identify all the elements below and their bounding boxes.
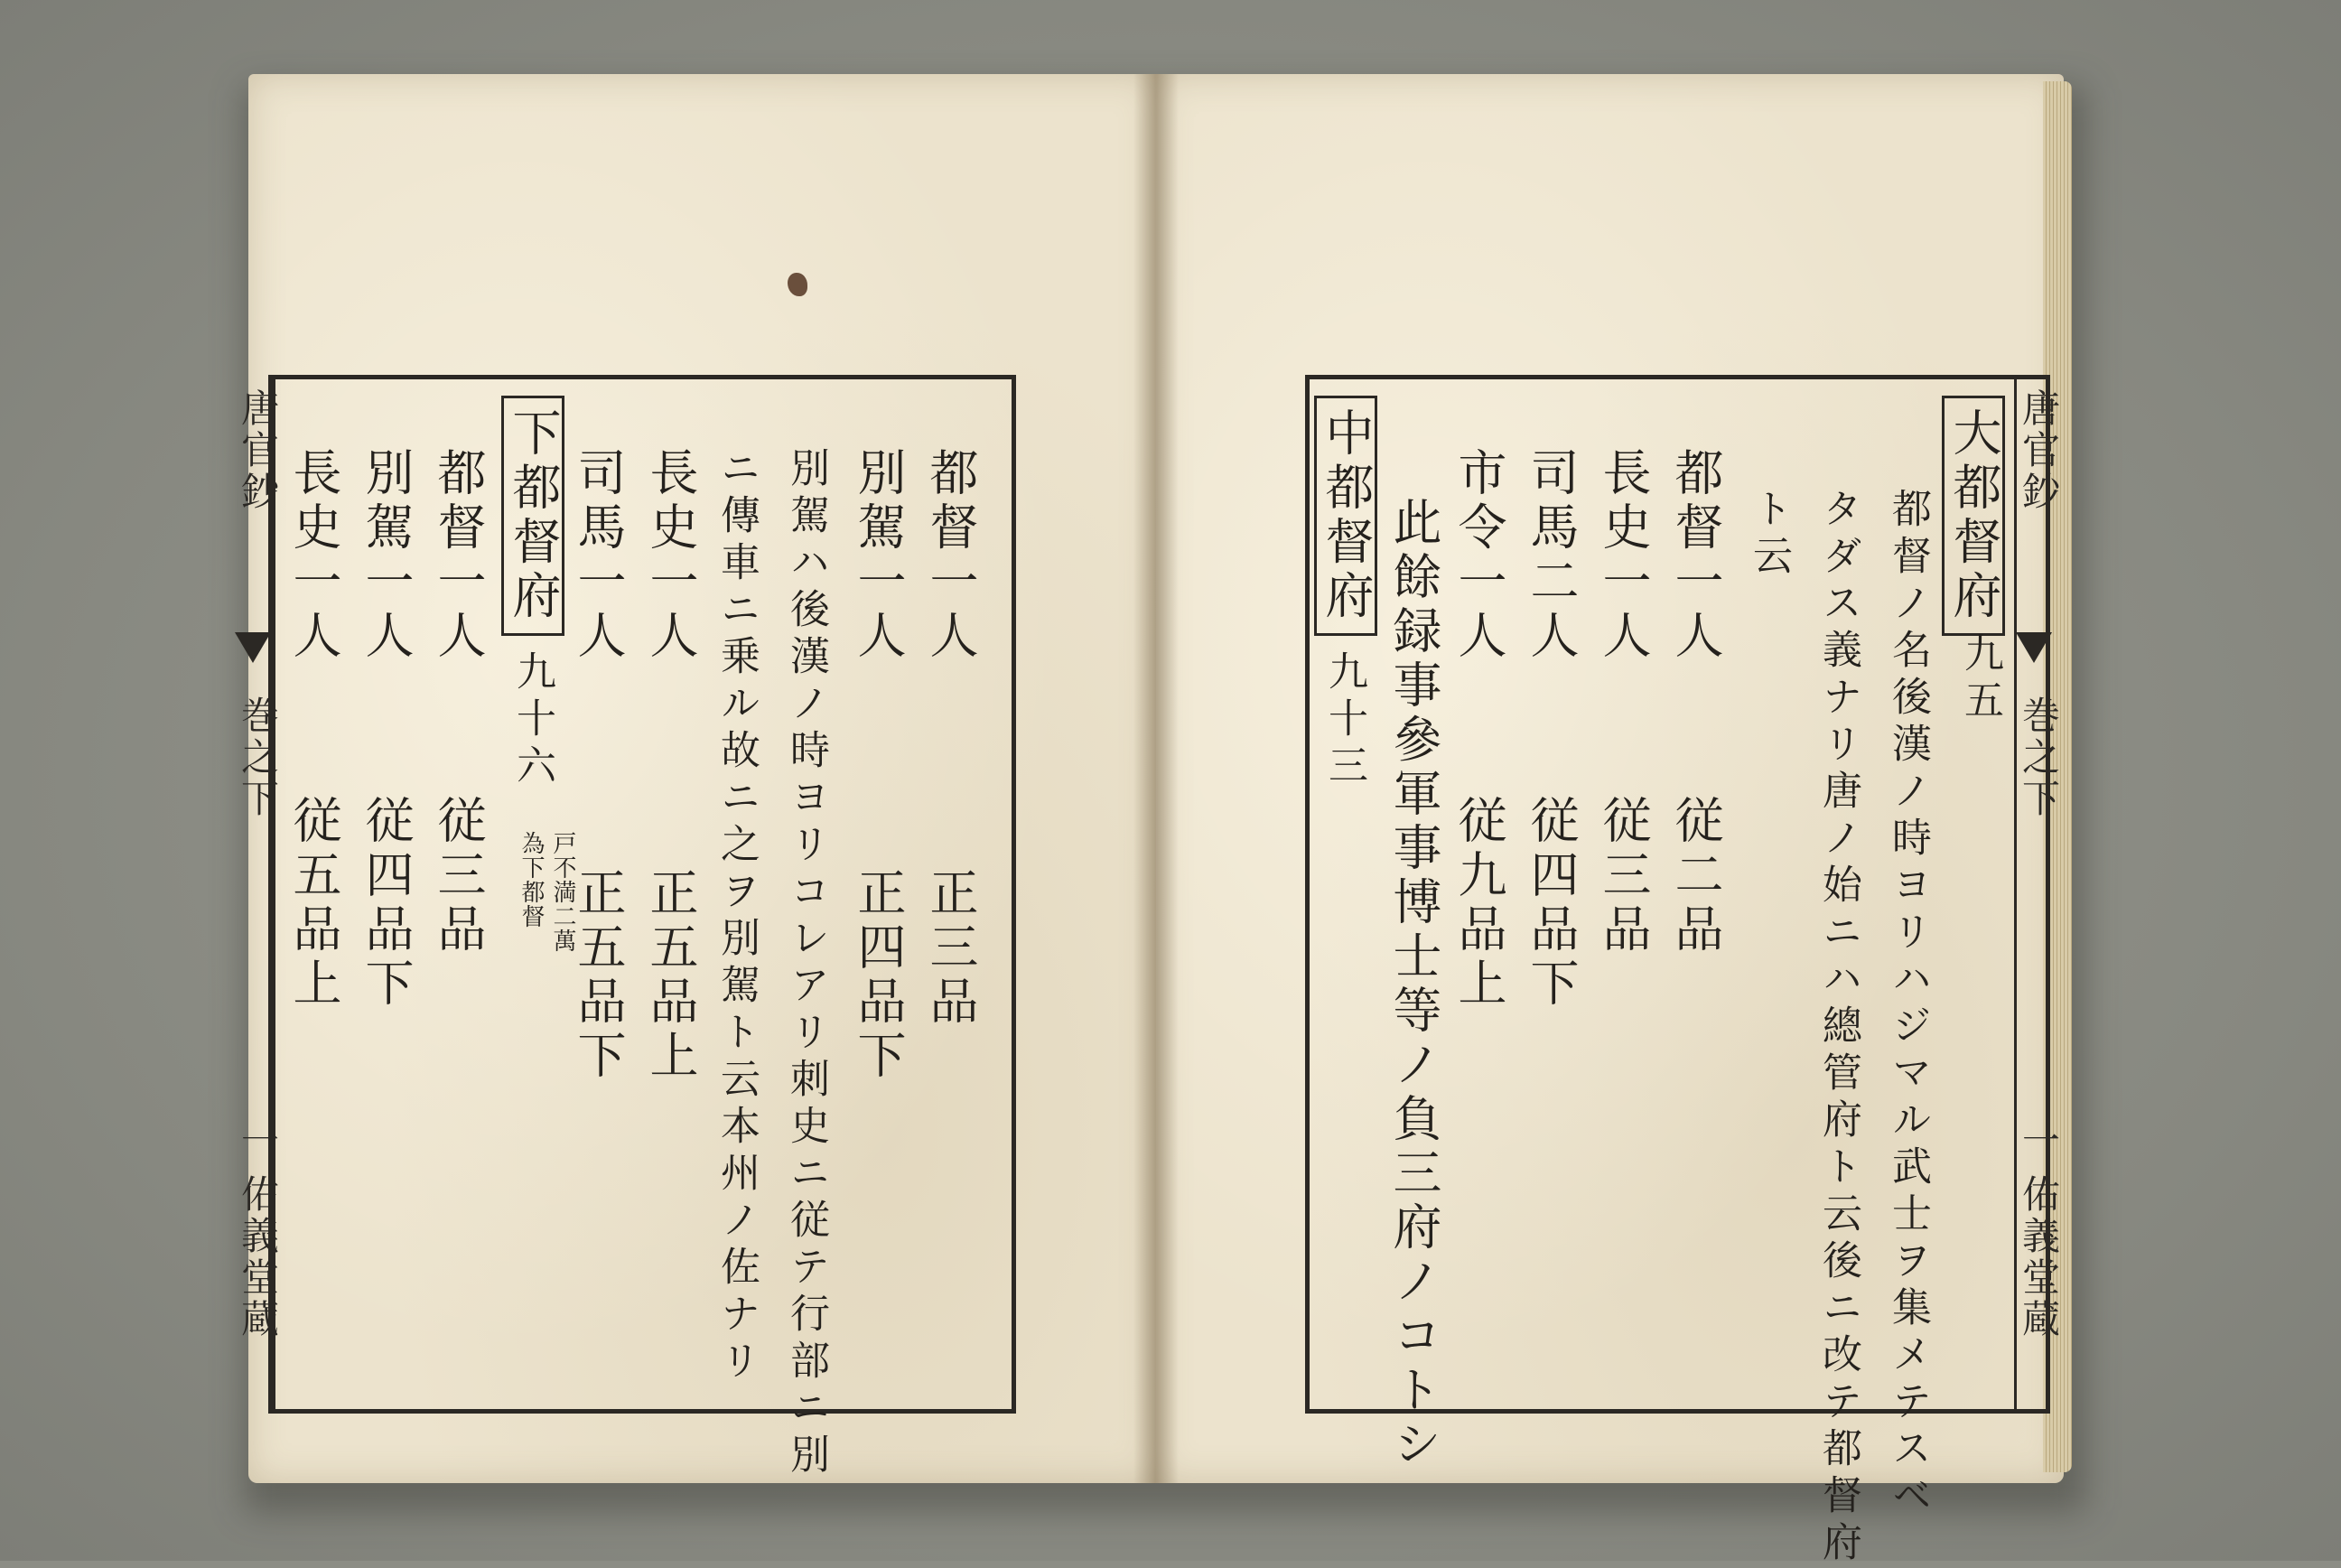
right-text-frame bbox=[1305, 375, 2050, 1568]
entry-title: 都督一人 bbox=[1667, 447, 1724, 664]
entry-title: 司馬一人 bbox=[570, 447, 627, 664]
entry-rank: 従三品 bbox=[430, 795, 487, 957]
section-note: 戸不満二萬 bbox=[549, 831, 576, 953]
entry-title: 都督一人 bbox=[430, 447, 487, 664]
entry-rank: 正三品 bbox=[922, 867, 979, 1030]
left-hanshin-title: 唐官鈔 bbox=[236, 388, 280, 513]
section-heading: 中都督府 bbox=[1314, 396, 1377, 636]
commentary-line: 都督ノ名後漢ノ時ヨリハジマル武士ヲ集メテスベ bbox=[1885, 488, 1931, 1521]
left-fishtail-mark bbox=[235, 632, 271, 663]
entry-title: 別駕一人 bbox=[850, 447, 907, 664]
entry-rank: 正五品下 bbox=[570, 867, 627, 1084]
left-hanshin-volume: 巻之下 bbox=[236, 695, 280, 820]
section-heading: 下都督府 bbox=[501, 396, 564, 636]
entry-rank: 従九品上 bbox=[1450, 795, 1507, 1012]
section-note: 為下都督 bbox=[518, 831, 545, 929]
entry-rank: 従四品下 bbox=[358, 795, 415, 1012]
entry-title: 司馬二人 bbox=[1523, 447, 1580, 664]
section-heading: 大都督府 bbox=[1942, 396, 2005, 636]
right-hanshin-leaf: 一 bbox=[2017, 1120, 2061, 1162]
entry-rank: 従三品 bbox=[1595, 795, 1652, 957]
commentary-line: ニ傳車ニ乗ル故ニ之ヲ別駕ト云本州ノ佐ナリ bbox=[713, 447, 760, 1386]
entry-title: 別駕一人 bbox=[358, 447, 415, 664]
book-gutter bbox=[1133, 74, 1179, 1483]
entry-rank: 正五品上 bbox=[642, 867, 699, 1084]
entry-rank: 従四品下 bbox=[1523, 795, 1580, 1012]
commentary-line: 別駕ハ後漢ノ時ヨリコレアリ刺史ニ従テ行部ニ別 bbox=[783, 447, 829, 1480]
entry-rank: 正四品下 bbox=[850, 867, 907, 1084]
commentary-line: タダス義ナリ唐ノ始ニハ總管府ト云後ニ改テ都督府 bbox=[1815, 488, 1861, 1568]
note-line: 此餘録事參軍事博士等ノ負三府ノコトシ bbox=[1385, 497, 1442, 1472]
left-hanshin-leaf: 一 bbox=[236, 1120, 280, 1162]
entry-title: 長史一人 bbox=[642, 447, 699, 664]
left-hanshin-publisher: 佑義堂蔵 bbox=[236, 1174, 280, 1340]
right-hanshin-volume: 巻之下 bbox=[2017, 695, 2061, 820]
entry-title: 長史一人 bbox=[1595, 447, 1652, 664]
entry-title: 都督一人 bbox=[922, 447, 979, 664]
entry-rank: 従五品上 bbox=[285, 795, 342, 1012]
commentary-line: ト云 bbox=[1746, 488, 1792, 582]
entry-rank: 従二品 bbox=[1667, 795, 1724, 957]
right-hanshin-publisher: 佑義堂蔵 bbox=[2017, 1174, 2061, 1340]
entry-title: 市令一人 bbox=[1450, 447, 1507, 664]
section-count: 九十六 bbox=[509, 650, 555, 791]
section-count: 九十三 bbox=[1321, 650, 1367, 791]
paper-stain bbox=[788, 273, 807, 296]
section-count: 九五 bbox=[1957, 632, 2003, 726]
left-text-frame bbox=[271, 375, 1016, 1480]
right-hanshin-title: 唐官鈔 bbox=[2017, 388, 2061, 513]
entry-title: 長史一人 bbox=[285, 447, 342, 664]
